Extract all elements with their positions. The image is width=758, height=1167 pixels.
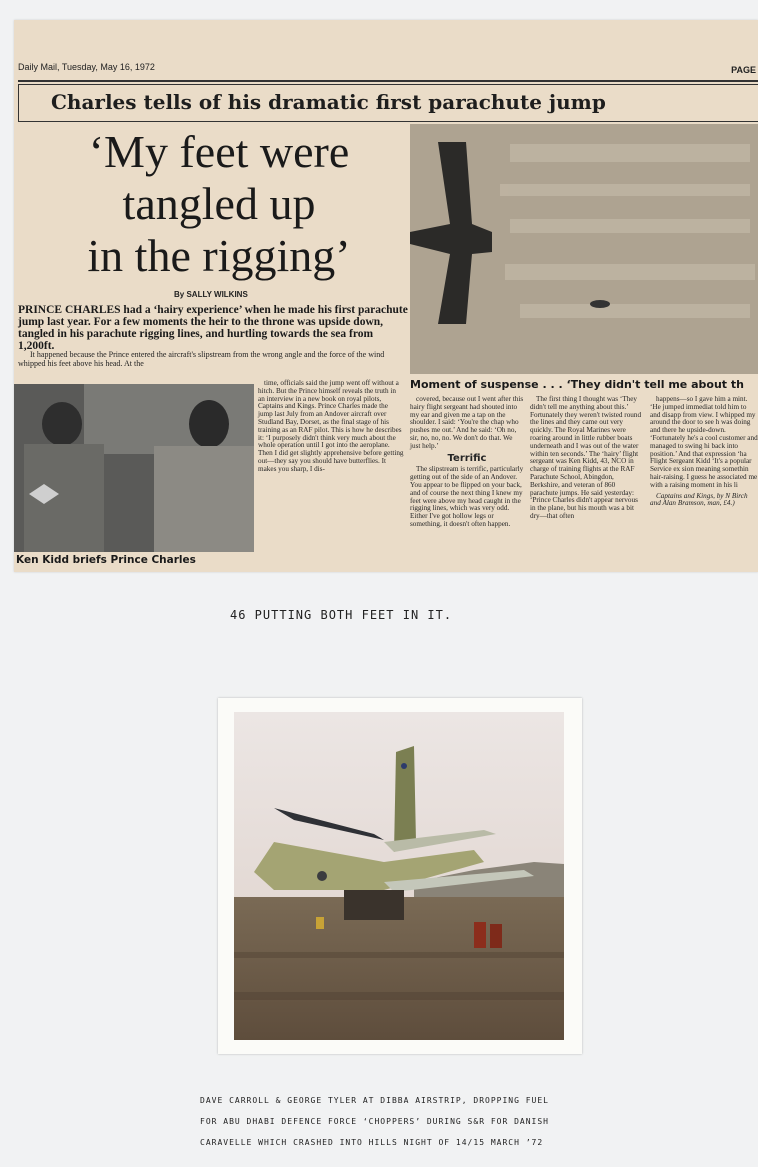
masthead: Daily Mail, Tuesday, May 16, 1972 (18, 62, 155, 72)
caption-line-2: FOR ABU DHABI DEFENCE FORCE ‘CHOPPERS’ DURING S&R FOR DANISH (200, 1117, 549, 1126)
masthead-rule (18, 80, 758, 82)
article-column-1 (258, 380, 404, 477)
handwritten-title: 46 PUTTING BOTH FEET IN IT. (230, 608, 453, 622)
kicker-box (18, 84, 758, 122)
article-column-4 (650, 396, 758, 511)
column-4-footer: Captains and Kings, by N Birch and Alan Bramson, man, £4.) (650, 491, 748, 508)
headline-line-3: in the rigging’ (87, 230, 351, 281)
intro-continuation: It happened because the Prince entered the aircraft's slipstream from the wrong angle and the force of the wind whipped his feet above his head. At the (18, 350, 385, 368)
airstrip-photo (234, 712, 564, 1040)
caption-line-1: DAVE CARROLL & GEORGE TYLER AT DIBBA AIRSTRIP, DROPPING FUEL (200, 1096, 549, 1105)
column-2-text-a: covered, because out I went after this hairy flight sergeant had shouted into my ear and given me a tap on the shoulder. I said: ‘You're the chap who pushes me out.’ And he said: ‘Oh no, sir, no, no, no. We don't do that. We just help.’ (410, 395, 524, 450)
column-2-text-b: The slipstream is terrific, particularly getting out of the side of an Andover. You appear to be flipped on your back, and of course the next thing I knew my feet were above my head caught in the rigging lines, which was very odd. Either I've got hollow legs or something, it doesn't often happen. (410, 465, 524, 528)
page-label: PAGE (731, 65, 756, 75)
kicker-headline: Charles tells of his dramatic first parachute jump (51, 90, 606, 114)
photo-print (218, 698, 582, 1054)
article-column-2 (410, 396, 524, 532)
byline: By SALLY WILKINS (174, 290, 248, 299)
parachute-jump-photo (410, 124, 758, 374)
briefing-photo (14, 384, 254, 552)
caption-line-3: CARAVELLE WHICH CRASHED INTO HILLS NIGHT OF 14/15 MARCH ’72 (200, 1138, 544, 1147)
aircraft-tail-image (410, 124, 758, 374)
airstrip-aircraft-image (234, 712, 564, 1040)
newspaper-clipping (14, 20, 758, 572)
headline-line-2: tangled up (122, 178, 316, 229)
article-column-3 (530, 396, 644, 524)
headline-line-1: ‘My feet were (88, 126, 350, 177)
column-1-text: time, officials said the jump went off without a hitch. But the Prince himself reveals the truth in an interview in a new book on royal pilots, Captains and Kings. Prince Charles made the jump last July from an Andover aircraft over Studland Bay, Dorset, as the final stage of his training as an RAF pilot. This is how he describes it: ‘I purposely didn't think very much about the whole operation until I got into the aeroplane. Then I did get slightly apprehensive before getting out—they say you should have butterflies. It makes you sharp, I dis- (258, 379, 404, 473)
intro-paragraph: PRINCE CHARLES had a ‘hairy experience’ when he made his first parachute jump last year. For a few moments the heir to the throne was upside down, tangled in his parachute rigging lines, and hurtling towards the sea from 1,200ft. (18, 304, 408, 352)
main-photo-caption: Moment of suspense . . . ‘They didn't tell me about th (410, 378, 744, 391)
briefing-photo-caption: Ken Kidd briefs Prince Charles (16, 554, 196, 566)
column-3-text: The first thing I thought was ‘They didn't tell me anything about this.’ Fortunately they weren't twisted round the lines and they came out very quickly. The Royal Marines were roaring around in little rubber boats underneath and I was out of the water within ten seconds.’ The ‘hairy’ flight sergeant was Ken Kidd, 43, NCO in charge of training flights at the RAF Parachute School, Abingdon, Berkshire, and veteran of 860 parachute jumps. He said yesterday: ‘Prince Charles didn't appear nervous in the plane, but his mouth was a bit dry—that often (530, 395, 642, 520)
column-4-text: happens—so I gave him a mint. ‘He jumped immediat told him to and disapp from view. I whipped my around the door to see h was doing and there he upside-down. ‘Fortunately he's a cool customer and managed to swing hi back into position.’ And that expression ‘ha Flight Sergeant Kidd ‘It's a popular Service ex sion meaning somethin hair-raising. I guess he associated me with a raising moment in his li (650, 395, 758, 489)
main-headline (34, 126, 404, 282)
subhead-terrific: Terrific (447, 452, 487, 464)
briefing-image (14, 384, 254, 552)
handwritten-caption (200, 1090, 549, 1153)
